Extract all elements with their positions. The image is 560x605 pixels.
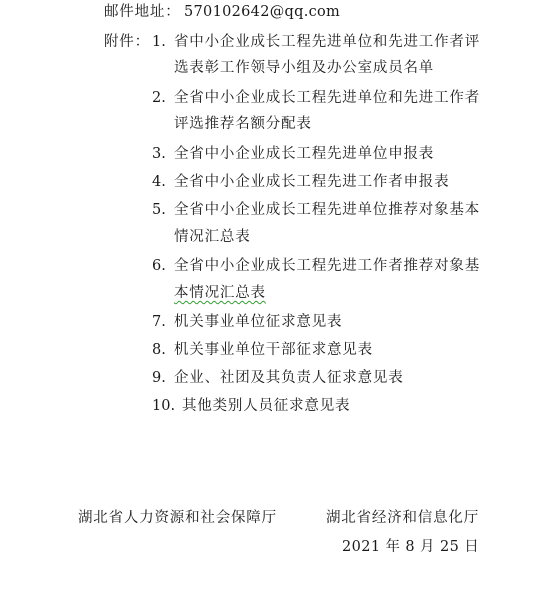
attachment-number: 10. — [152, 398, 176, 414]
signature-right: 湖北省经济和信息化厅 — [326, 510, 479, 526]
attachment-item-3-line-1: 全省中小企业成长工程先进单位申报表 — [174, 146, 435, 162]
attachment-item-1-line-1: 省中小企业成长工程先进单位和先进工作者评 — [174, 34, 480, 50]
attachments-label: 附件： — [104, 34, 150, 50]
attachment-number: 7. — [152, 314, 166, 330]
attachment-item-8-line-1: 机关事业单位干部征求意见表 — [174, 342, 373, 358]
attachment-item-5-line-1: 全省中小企业成长工程先进单位推荐对象基本 — [174, 202, 480, 218]
attachment-item-1-line-2: 选表彰工作领导小组及办公室成员名单 — [174, 60, 435, 76]
attachment-number: 6. — [152, 258, 166, 274]
attachment-item-10-line-1: 其他类别人员征求意见表 — [182, 398, 351, 414]
signature-left: 湖北省人力资源和社会保障厅 — [78, 510, 277, 526]
attachment-number: 3. — [152, 146, 166, 162]
attachment-item-2-line-1: 全省中小企业成长工程先进单位和先进工作者 — [174, 90, 480, 106]
attachment-number: 5. — [152, 202, 166, 218]
attachment-number: 4. — [152, 174, 166, 190]
attachment-item-5-line-2: 情况汇总表 — [174, 229, 251, 245]
attachment-item-4-line-1: 全省中小企业成长工程先进工作者申报表 — [174, 174, 450, 190]
email-label: 邮件地址： — [104, 4, 181, 20]
attachment-item-7-line-1: 机关事业单位征求意见表 — [174, 314, 343, 330]
attachment-number: 2. — [152, 90, 166, 106]
attachment-item-6-line-2: 本情况汇总表 — [174, 285, 266, 301]
attachment-number: 8. — [152, 342, 166, 358]
attachment-number: 9. — [152, 370, 166, 386]
attachment-item-2-line-2: 评选推荐名额分配表 — [174, 116, 312, 132]
attachment-item-6-line-1: 全省中小企业成长工程先进工作者推荐对象基 — [174, 258, 480, 274]
attachment-item-9-line-1: 企业、社团及其负责人征求意见表 — [174, 370, 404, 386]
attachment-number: 1. — [152, 34, 166, 50]
email-value: 570102642@qq.com — [184, 4, 341, 20]
signature-date: 2021 年 8 月 25 日 — [342, 539, 480, 555]
